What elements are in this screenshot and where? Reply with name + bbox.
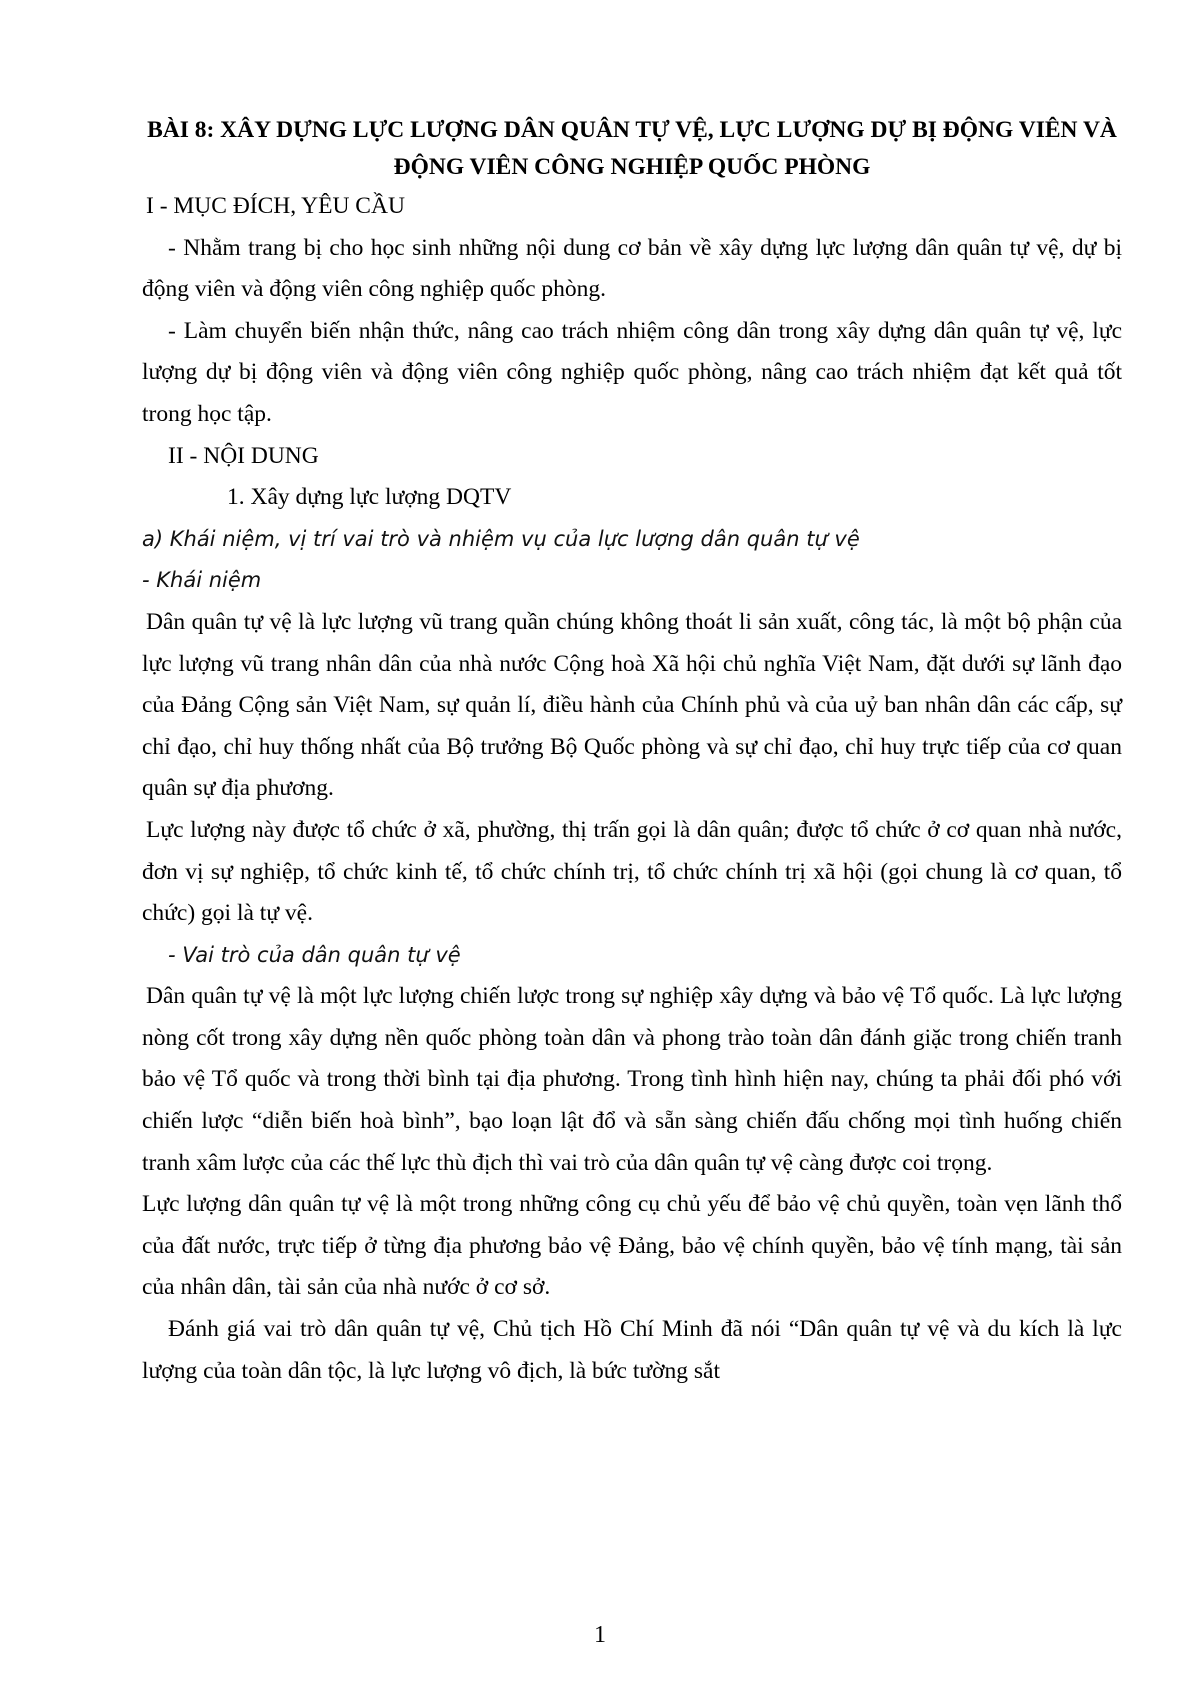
item-heading-a: a) Khái niệm, vị trí vai trò và nhiệm vụ của lực lượng dân quân tự vệ <box>142 526 860 551</box>
role-heading: - Vai trò của dân quân tự vệ <box>168 942 461 967</box>
role-paragraph-2: Lực lượng dân quân tự vệ là một trong những công cụ chủ yếu để bảo vệ chủ quyền, toàn vẹn lãnh thổ của đất nước, trực tiếp ở từng địa phương bảo vệ Đảng, bảo vệ chính quyền, bảo vệ tính mạng, tài sản của nhân dân, tài sản của nhà nước ở cơ sở. <box>142 1191 1122 1301</box>
purpose-paragraph-2: - Làm chuyển biến nhận thức, nâng cao trách nhiệm công dân trong xây dựng dân quân tự vệ, lực lượng dự bị động viên và động viên công nghiệp quốc phòng, nâng cao trách nhiệm đạt kết quả tốt trong học tập. <box>142 317 1122 427</box>
purpose-paragraph-1: - Nhằm trang bị cho học sinh những nội dung cơ bản về xây dựng lực lượng dân quân tự vệ, dự bị động viên và động viên công nghiệp quốc phòng. <box>142 234 1122 303</box>
document-body <box>142 112 1122 1392</box>
document-title: BÀI 8: XÂY DỰNG LỰC LƯỢNG DÂN QUÂN TỰ VỆ, LỰC LƯỢNG DỰ BỊ ĐỘNG VIÊN VÀ ĐỘNG VIÊN CÔNG NGHIỆP QUỐC PHÒNG <box>147 117 1117 180</box>
role-paragraph-3: Đánh giá vai trò dân quân tự vệ, Chủ tịch Hồ Chí Minh đã nói “Dân quân tự vệ và du kích là lực lượng của toàn dân tộc, là lực lượng vô địch, là bức tường sắt <box>142 1316 1122 1384</box>
subsection-heading-dqtv: 1. Xây dựng lực lượng DQTV <box>227 484 512 511</box>
concept-heading: - Khái niệm <box>142 568 262 593</box>
concept-paragraph-2: Lực lượng này được tổ chức ở xã, phường, thị trấn gọi là dân quân; được tổ chức ở cơ quan nhà nước, đơn vị sự nghiệp, tổ chức kinh tế, tổ chức chính trị, tổ chức chính trị xã hội (gọi chung là cơ quan, tổ chức) gọi là tự vệ. <box>142 816 1122 927</box>
concept-paragraph-1: Dân quân tự vệ là lực lượng vũ trang quần chúng không thoát li sản xuất, công tác, là một bộ phận của lực lượng vũ trang nhân dân của nhà nước Cộng hoà Xã hội chủ nghĩa Việt Nam, đặt dưới sự lãnh đạo của Đảng Cộng sản Việt Nam, sự quản lí, điều hành của Chính phủ và của uỷ ban nhân dân các cấp, sự chỉ đạo, chỉ huy thống nhất của Bộ trưởng Bộ Quốc phòng và sự chỉ đạo, chỉ huy trực tiếp của cơ quan quân sự địa phương. <box>142 608 1122 802</box>
page-number: 1 <box>594 1622 606 1648</box>
role-paragraph-1: Dân quân tự vệ là một lực lượng chiến lược trong sự nghiệp xây dựng và bảo vệ Tổ quốc. Là lực lượng nòng cốt trong xây dựng nền quốc phòng toàn dân và phong trào toàn dân đánh giặc trong chiến tranh bảo vệ Tổ quốc và trong thời bình tại địa phương. Trong tình hình hiện nay, chúng ta phải đối phó với chiến lược “diễn biến hoà bình”, bạo loạn lật đổ và sẵn sàng chiến đấu chống mọi tình huống chiến tranh xâm lược của các thế lực thù địch thì vai trò của dân quân tự vệ càng được coi trọng. <box>142 983 1122 1176</box>
section-heading-content: II - NỘI DUNG <box>168 442 319 469</box>
section-heading-purpose: I - MỤC ĐÍCH, YÊU CẦU <box>146 193 405 219</box>
